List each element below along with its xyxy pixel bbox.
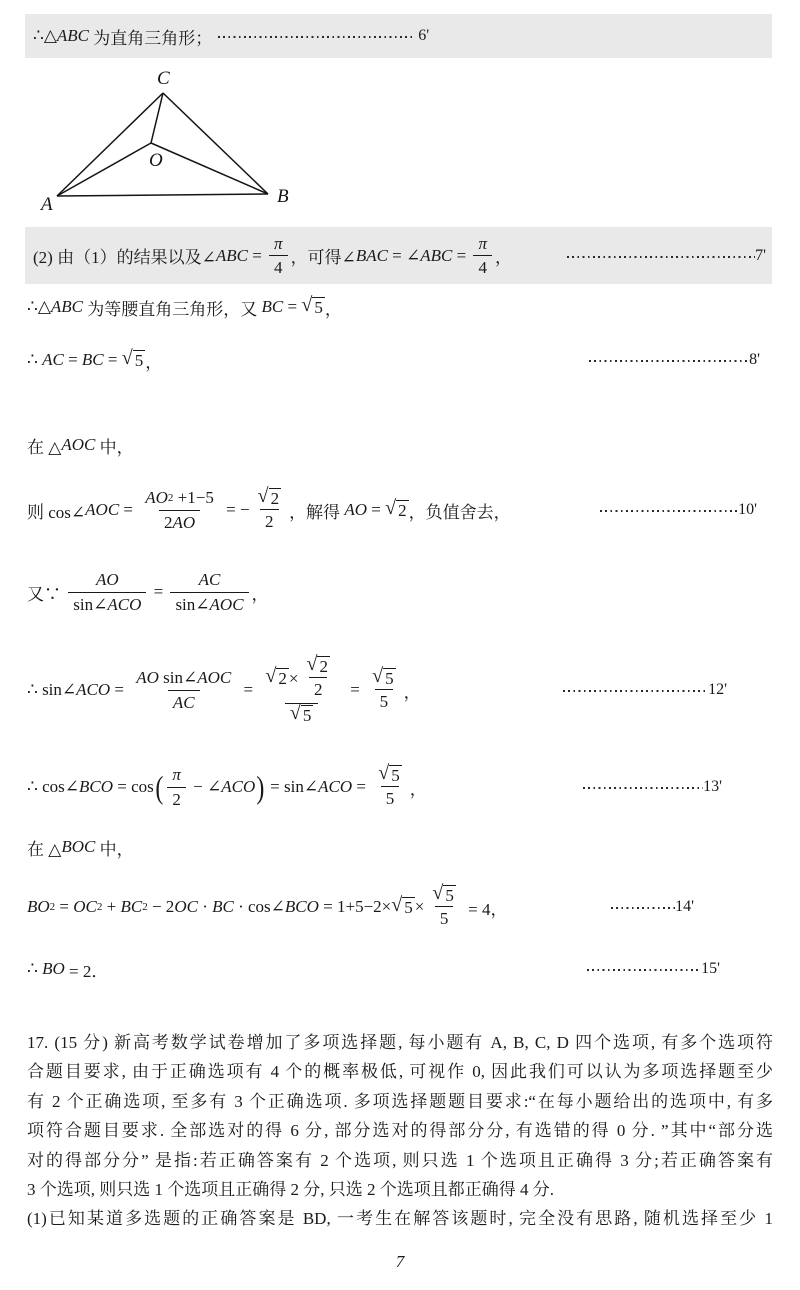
edge-CB [163,93,268,194]
vertex-label-B: B [277,186,289,207]
edge-OB [151,143,268,194]
math-variable: ABC [50,297,83,316]
math-text: = [345,680,365,699]
radicand: 5 [445,885,454,905]
solution-line [27,647,772,733]
solution-line [27,432,772,458]
math-variable: ABC [215,245,248,265]
fraction [131,666,236,714]
numerator: AO 2 +1−5 [145,488,214,508]
radicand: 2 [398,500,407,520]
denominator [260,509,279,533]
square-root [372,664,396,689]
math-text: = 2． [64,961,109,981]
fraction [68,568,146,616]
dotted-leader [218,36,414,38]
radical-sign: √ [265,664,277,687]
dotted-leader [567,256,755,258]
math-text: 2 [172,789,181,809]
math-text: 2 [313,680,323,700]
vertex-label-A: A [41,194,53,215]
math-text: 中， [95,437,134,457]
math-text: 5 [385,789,395,809]
vertex-label-C: C [157,68,170,89]
problem-17-line: 项符合题目要求. 全部选对的得 6 分, 部分选对的得部分分, 有选错的得 0 分. ”其中“部分选 [27,1121,773,1141]
denominator [68,592,146,616]
fraction [301,652,335,702]
math-variable: AO [95,570,119,590]
math-text: = sin∠ [265,777,319,796]
denominator [435,906,454,930]
math-text: 2 [265,512,274,532]
math-variable: OC [174,897,198,916]
math-text: ∴ sin∠ [27,680,77,699]
math-text: 5 [379,692,389,712]
math-text: = [110,680,129,699]
radicand: 5 [302,705,312,725]
problem-17-part1: (1)已知某道多选题的正确答案是 BD, 一考生在解答该题时, 完全没有思路, 随机选择至少 1 [27,1209,773,1229]
vertex-label-O: O [149,150,163,171]
math-variable: π [274,233,283,253]
math-text: = [63,350,82,369]
numerator [194,568,226,591]
square-root [301,293,325,318]
math-text: = [149,582,168,601]
radical-sign: √ [121,346,133,369]
denominator [269,255,288,279]
fraction [253,484,287,534]
math-text: 又∵ [27,584,66,604]
math-variable: BO [42,959,65,978]
math-text: ，负值舍去， [408,502,511,522]
math-text: ， [251,584,269,604]
score-mark: 10' [738,501,757,518]
math-text: · cos∠ [233,897,285,916]
math-text: ， [145,352,163,372]
math-variable: BCO [284,897,319,916]
math-text: × [288,668,299,688]
math-text: − 2 [147,897,175,916]
square-root [121,346,146,371]
solution-line [25,14,772,58]
square-root [289,701,314,726]
math-variable: OC [73,897,97,916]
math-variable: BCO [78,777,113,796]
solution-line: BO 2 = OC 2 + BC 2 − 2 OC · BC · cos∠ BCO = 1+5−2× √ 5 × √ 5 5 = 4， 14' [27,877,772,937]
math-text: ∴ cos∠ [27,777,79,796]
math-variable: BO [27,897,50,916]
radicand: 5 [314,297,323,317]
dotted-leader [563,690,708,692]
solution-line [27,956,772,982]
math-variable: π [172,765,181,785]
math-text: sin∠ [73,594,108,614]
problem-17-line: 合题目要求, 由于正确选项有 4 个的概率极低, 可视作 0, 因此我们可以认为多项选择题至少 [27,1062,773,1082]
score-band-step6 [25,14,772,58]
solution-line [27,757,772,817]
score-mark: 14' [675,898,694,915]
denominator [159,510,200,534]
solution-steps [27,284,772,982]
math-text: ，解得 [289,502,345,522]
square-root [432,881,456,906]
numerator [131,666,236,689]
dotted-leader [587,969,701,971]
math-text: = [103,350,122,369]
math-variable: ACO [107,594,142,614]
radical-sign: √ [289,701,301,724]
math-variable: BAC [355,245,388,265]
page-number: 7 [395,1252,405,1271]
math-variable: π [478,233,487,253]
math-text: ∴ [27,959,43,978]
math-text: = − [221,500,250,519]
edge-CO [151,93,163,143]
denominator [168,690,200,714]
fraction [427,881,461,931]
math-text: 则 cos∠ [27,502,86,522]
math-text: 在 △ [27,437,62,457]
problem-17-line: 对的得部分分” 是指:若正确答案有 2 个选项, 则只选 1 个选项且正确得 3 分;若正确答案有 [27,1150,773,1170]
math-text: 4 [478,258,487,277]
math-text: (2) 由（1）的结果以及∠ [33,248,216,267]
math-variable: BC [120,897,143,916]
math-variable: AOC [209,594,244,614]
score-mark: 13' [703,778,722,795]
denominator [167,787,186,811]
score-mark: 6' [418,27,430,44]
radical-sign: √ [306,652,318,675]
numerator [253,484,287,510]
radicand: 5 [134,350,144,370]
math-variable: ACO [221,777,256,796]
fraction [170,568,248,616]
square-root [306,652,330,677]
math-text: ∴△ [33,26,57,45]
math-text: = [352,777,371,796]
math-text: sin∠ [175,594,210,614]
big-parenthesis: ) [256,768,265,805]
math-text: = [55,897,74,916]
solution-line [25,227,772,284]
math-text: = [239,680,258,699]
math-variable: AO [145,488,168,508]
square-root [385,496,409,521]
denominator [473,255,492,279]
numerator [91,568,124,591]
denominator [285,703,319,727]
square-root [391,893,415,918]
numerator [427,881,461,907]
dotted-leader [583,787,703,789]
math-text: ， [403,682,421,702]
math-variable: AO [136,668,159,688]
math-variable: AC [198,570,221,590]
math-text: = 4， [463,899,508,919]
square-root [265,664,289,689]
math-text: ，可得∠ [290,248,356,267]
denominator [375,689,394,713]
fraction [367,664,401,714]
numerator [367,664,401,690]
math-variable: ACO [76,680,111,699]
math-text: ∴△ [27,297,51,316]
math-variable: BC [81,350,104,369]
score-mark: 12' [708,681,727,698]
triangle-figure [35,66,315,218]
math-text: 中， [95,839,134,859]
radicand: 5 [391,765,400,785]
fraction [473,232,492,280]
solution-line [27,564,772,620]
math-text: − ∠ [188,777,222,796]
math-text: = [452,245,471,265]
math-text: · [197,897,213,916]
denominator [309,677,328,701]
problem-17-line: 3 个选项, 则只选 1 个选项且正确得 2 分, 只选 2 个选项且都正确得 4 分. [27,1180,554,1200]
problem-17-line: 有 2 个正确选项, 至多有 3 个正确选项. 多项选择题题目要求:“在每小题给出的选项中, 有多 [27,1091,773,1111]
math-variable: AOC [197,668,232,688]
math-text: ， [409,779,427,799]
math-text: × [414,897,425,916]
math-text: 为等腰直角三角形，又 [83,299,262,319]
math-text: = ∠ [387,245,421,265]
math-text: = [366,500,386,519]
math-variable: BC [212,897,234,916]
radical-sign: √ [257,484,269,507]
math-variable: AO [172,512,196,532]
radicand: 5 [404,897,413,917]
radicand: 2 [270,488,280,508]
math-variable: AC [42,350,64,369]
fraction [167,763,186,811]
numerator [260,654,343,703]
math-variable: BOC [61,837,96,856]
big-parenthesis: ( [155,768,164,805]
dotted-leader [589,360,749,362]
radicand: 5 [385,668,394,688]
dotted-leader [600,510,738,512]
math-text: ∴ [27,350,43,369]
radical-sign: √ [432,881,444,904]
problem-17-line: 17. (15 分) 新高考数学试卷增加了多项选择题, 每小题有 A, B, C, D 四个选项, 有多个选项符 [27,1033,773,1052]
fraction [269,232,288,280]
dotted-leader [611,907,675,909]
score-mark: 8' [749,351,760,368]
math-text: 为直角三角形； [89,28,213,48]
numerator [301,652,335,678]
fraction [140,486,219,534]
math-variable: ABC [56,26,89,45]
math-variable: AOC [61,435,96,454]
math-variable: ABC [420,245,453,265]
numerator [373,761,407,787]
math-text: sin∠ [158,668,198,688]
radical-sign: √ [372,664,384,687]
radicand: 2 [319,656,328,676]
math-variable: BC [261,297,284,316]
solution-line [27,834,772,860]
solution-line [27,480,772,540]
numerator [473,232,492,255]
square-root [378,761,402,786]
math-text: ， [495,248,512,267]
radical-sign: √ [391,893,403,916]
math-text: 在 △ [27,839,62,859]
math-text: = [247,245,267,265]
radical-sign: √ [385,496,397,519]
math-text: 4 [274,258,283,277]
math-text: +1−5 [173,488,214,508]
fraction [260,654,343,726]
math-variable: ACO [318,777,353,796]
math-variable: AOC [85,500,120,519]
score-mark: 15' [701,960,720,977]
radicand: 2 [278,668,287,688]
math-text: + [102,897,121,916]
math-text: = [283,297,302,316]
score-band-step7 [25,227,772,284]
math-text: 5 [439,909,449,929]
math-text: = 1+5−2× [318,897,392,916]
problem-17-text [27,1028,773,1234]
numerator [167,763,186,786]
solution-line [27,290,772,324]
square-root [257,484,282,509]
math-text: = [119,500,138,519]
math-variable: AO [344,500,367,519]
fraction [373,761,407,811]
radical-sign: √ [378,761,390,784]
solution-line [27,343,772,377]
score-mark: 7' [755,246,766,264]
radical-sign: √ [301,293,313,316]
math-text: 2 [163,512,173,532]
numerator [269,232,288,255]
math-text: ， [324,299,342,319]
denominator [170,592,248,616]
math-variable: AC [172,692,195,712]
math-text: = cos [112,777,154,796]
denominator [381,786,400,810]
edge-AB [57,194,268,196]
